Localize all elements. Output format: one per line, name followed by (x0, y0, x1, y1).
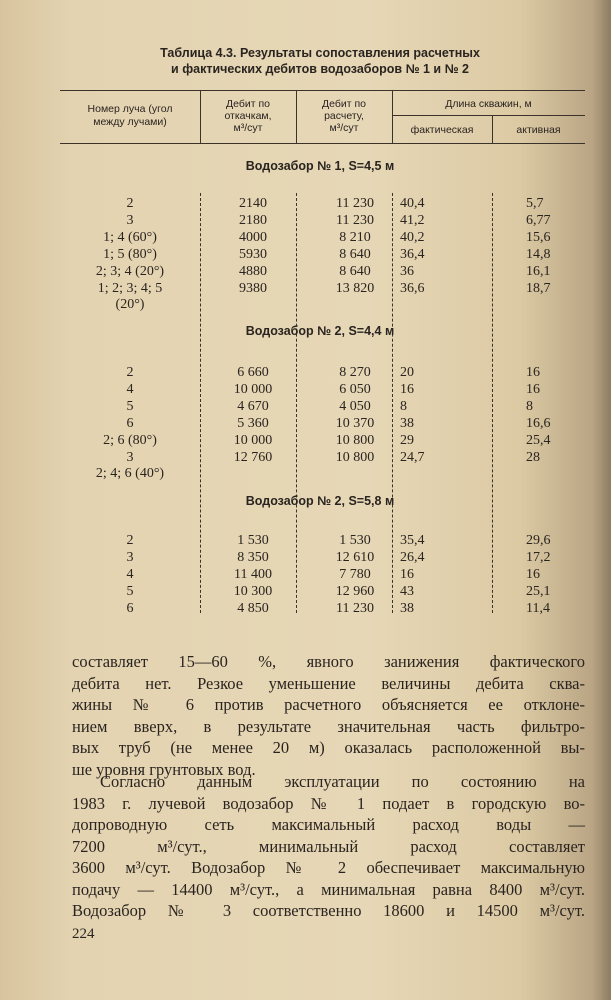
header-ray-line-2: между лучами) (93, 116, 167, 128)
active-length-cell: 17,2 (526, 550, 551, 565)
ray-cell: 5 (126, 399, 134, 414)
length-subheader-rule (392, 115, 585, 116)
table-row (60, 398, 590, 416)
actual-length-cell: 43 (400, 584, 414, 599)
pump-cell: 2140 (239, 196, 267, 211)
calc-cell: 6 050 (339, 382, 371, 397)
text-line: жины № 6 против расчетного объясняется ее отклоне- (72, 695, 585, 714)
header-calc-line-3: м³/сут (329, 122, 359, 134)
calc-cell: 8 270 (339, 365, 371, 380)
pump-cell: 10 000 (233, 382, 273, 397)
ray-cell: 2; 3; 4 (20°) (95, 264, 165, 279)
actual-length-cell: 24,7 (400, 450, 425, 465)
text-line: составляет 15—60 %, явного занижения фактического (72, 652, 585, 671)
actual-length-cell: 36,4 (400, 247, 425, 262)
table-row (60, 246, 590, 264)
actual-length-cell: 36,6 (400, 281, 425, 296)
table-row (60, 549, 590, 567)
table-row (60, 465, 590, 483)
active-length-cell: 8 (526, 399, 533, 414)
table-row (60, 566, 590, 584)
header-ray-line-1: Номер луча (угол (87, 103, 173, 115)
pump-cell: 4 850 (237, 601, 269, 616)
calc-cell: 11 230 (336, 196, 374, 211)
pump-cell: 9380 (239, 281, 267, 296)
text-line: 3600 м³/сут. Водозабор № 2 обеспечивает максимальную (72, 858, 585, 877)
ray-cell: 1; 4 (60°) (103, 230, 157, 245)
active-length-cell: 16 (526, 567, 540, 582)
table-row (60, 229, 590, 247)
ray-cell: 1; 5 (80°) (103, 247, 157, 262)
ray-cell: 2 (126, 533, 134, 548)
header-pump-line-1: Дебит по (226, 98, 270, 110)
calc-cell: 10 800 (335, 450, 375, 465)
active-length-cell: 25,1 (526, 584, 551, 599)
actual-length-cell: 40,2 (400, 230, 425, 245)
pump-cell: 4880 (239, 264, 267, 279)
pump-cell: 4 670 (237, 399, 269, 414)
calc-cell: 8 640 (339, 264, 371, 279)
actual-length-cell: 38 (400, 416, 414, 431)
table-caption-line-2: и фактических дебитов водозаборов № 1 и № 2 (171, 62, 469, 76)
calc-cell: 11 230 (336, 213, 374, 228)
actual-length-cell: 29 (400, 433, 414, 448)
header-pump-line-2: откачкам, (224, 110, 272, 122)
active-length-cell: 5,7 (526, 196, 544, 211)
text-line: ше уровня грунтовых вод. (72, 759, 256, 779)
active-length-cell: 16,1 (526, 264, 551, 279)
table-row (60, 381, 590, 399)
actual-length-cell: 36 (400, 264, 414, 279)
active-length-cell: 15,6 (526, 230, 551, 245)
pump-cell: 12 760 (233, 450, 273, 465)
active-length-cell: 16 (526, 365, 540, 380)
actual-length-cell: 40,4 (400, 196, 425, 211)
header-pump-line-3: м³/сут (233, 122, 263, 134)
calc-cell: 8 640 (339, 247, 371, 262)
table-row (60, 364, 590, 382)
active-length-cell: 18,7 (526, 281, 551, 296)
active-length-cell: 25,4 (526, 433, 551, 448)
actual-length-cell: 8 (400, 399, 407, 414)
ray-cell: 3 (126, 550, 134, 565)
actual-length-cell: 20 (400, 365, 414, 380)
ray-cell: 2 (126, 365, 134, 380)
pump-cell: 5 360 (237, 416, 269, 431)
header-bottom-rule (60, 143, 585, 144)
header-actual: фактическая (410, 124, 474, 136)
calc-cell: 12 610 (335, 550, 375, 565)
paragraph-1 (72, 651, 585, 780)
pump-cell: 10 000 (233, 433, 273, 448)
actual-length-cell: 35,4 (400, 533, 425, 548)
text-line: 1983 г. лучевой водозабор № 1 подает в городскую во- (72, 793, 585, 813)
active-length-cell: 28 (526, 450, 540, 465)
actual-length-cell: 16 (400, 382, 414, 397)
text-line: Согласно данным эксплуатации по состоянию на (100, 772, 585, 791)
text-line: дебита нет. Резкое уменьшение величины дебита сква- (72, 673, 585, 693)
ray-cell: 6 (126, 601, 134, 616)
pump-cell: 2180 (239, 213, 267, 228)
ray-cell: 2 (126, 196, 134, 211)
active-length-cell: 11,4 (526, 601, 550, 616)
header-calc-line-2: расчету, (324, 110, 364, 122)
pump-cell: 5930 (239, 247, 267, 262)
active-length-cell: 14,8 (526, 247, 551, 262)
table-row (60, 583, 590, 601)
actual-length-cell: 41,2 (400, 213, 425, 228)
ray-cell: (20°) (115, 297, 145, 312)
actual-length-cell: 16 (400, 567, 414, 582)
header-length: Длина скважин, м (445, 98, 532, 110)
calc-cell: 1 530 (339, 533, 371, 548)
ray-cell: 2; 4; 6 (40°) (95, 466, 165, 481)
pump-cell: 8 350 (237, 550, 269, 565)
active-length-cell: 29,6 (526, 533, 551, 548)
actual-length-cell: 38 (400, 601, 414, 616)
ray-cell: 2; 6 (80°) (103, 433, 157, 448)
pump-cell: 10 300 (233, 584, 273, 599)
text-line: подачу — 14400 м³/сут., а минимальная равна 8400 м³/сут. (72, 879, 585, 899)
text-line: допроводную сеть максимальный расход воды — (72, 815, 585, 834)
active-length-cell: 6,77 (526, 213, 551, 228)
header-calc-line-1: Дебит по (322, 98, 366, 110)
ray-cell: 3 (126, 213, 134, 228)
table-row (60, 195, 590, 213)
text-line: Водозабор № 3 соответственно 18600 и 14500 м³/сут. (72, 901, 585, 920)
pump-cell: 6 660 (237, 365, 269, 380)
text-line: вых труб (не менее 20 м) оказалась расположенной вы- (72, 738, 585, 757)
active-length-cell: 16 (526, 382, 540, 397)
calc-cell: 10 370 (335, 416, 375, 431)
page-number: 224 (72, 926, 95, 942)
calc-cell: 12 960 (335, 584, 375, 599)
pump-cell: 11 400 (234, 567, 272, 582)
calc-cell: 8 210 (339, 230, 371, 245)
section-title-3: Водозабор № 2, S=5,8 м (245, 494, 395, 508)
calc-cell: 13 820 (335, 281, 375, 296)
table-caption-line-1: Таблица 4.3. Результаты сопоставления расчетных (160, 46, 480, 60)
table-row (60, 296, 590, 314)
text-line: 7200 м³/сут., минимальный расход составляет (72, 836, 585, 856)
text-line: нием вверх, в результате значительная часть фильтро- (72, 716, 585, 736)
table-row (60, 415, 590, 433)
actual-length-cell: 26,4 (400, 550, 425, 565)
header-active: активная (516, 124, 561, 136)
table-row (60, 212, 590, 230)
pump-cell: 4000 (239, 230, 267, 245)
table-top-rule (60, 90, 585, 91)
ray-cell: 4 (126, 567, 134, 582)
paragraph-2 (72, 771, 585, 922)
section-title-2: Водозабор № 2, S=4,4 м (245, 324, 395, 338)
table-row (60, 432, 590, 450)
table-row (60, 263, 590, 281)
ray-cell: 5 (126, 584, 134, 599)
calc-cell: 7 780 (339, 567, 371, 582)
calc-cell: 4 050 (339, 399, 371, 414)
active-length-cell: 16,6 (526, 416, 551, 431)
ray-cell: 4 (126, 382, 134, 397)
pump-cell: 1 530 (237, 533, 269, 548)
calc-cell: 11 230 (336, 601, 374, 616)
ray-cell: 3 (126, 450, 134, 465)
section-title-1: Водозабор № 1, S=4,5 м (245, 159, 395, 173)
calc-cell: 10 800 (335, 433, 375, 448)
table-row (60, 532, 590, 550)
ray-cell: 1; 2; 3; 4; 5 (97, 281, 163, 296)
ray-cell: 6 (126, 416, 134, 431)
table-row (60, 600, 590, 618)
